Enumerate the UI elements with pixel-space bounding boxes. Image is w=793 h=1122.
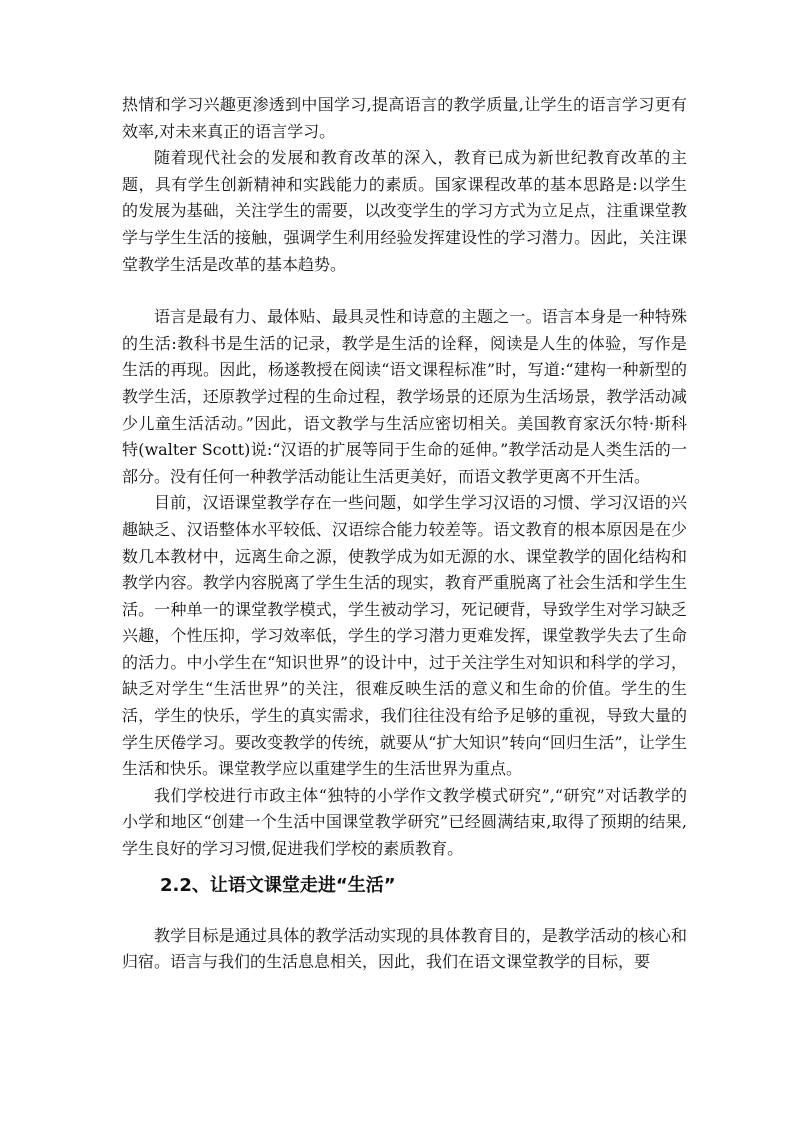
section-heading: 2.2、让语文课堂走进“生活” bbox=[160, 874, 396, 896]
paragraph-school-research: 我们学校进行市政主体“独特的小学作文教学模式研究”,“研究”对话教学的小学和地区“创建一个生活中国课堂教学研究”已经圆满结束,取得了预期的结果,学生良好的学习习惯,促进我们学校的素质教育。 bbox=[122, 785, 687, 859]
paragraph-continued: 热情和学习兴趣更渗透到中国学习,提高语言的教学质量,让学生的语言学习更有效率,对未来真正的语言学习。 bbox=[122, 95, 687, 141]
paragraph-language-life: 语言是最有力、最体贴、最具灵性和诗意的主题之一。语言本身是一种特殊的生活:教科书是生活的记录，教学是生活的诠释，阅读是人生的体验，写作是生活的再现。因此，杨遂教授在阅读“语文课程标准”时，写道:“建构一种新型的教学生活，还原教学过程的生命过程，教学场景的还原为生活场景，教学活动减少儿童生活活动。”因此，语文教学与生活应密切相关。美国教育家沃尔特·斯科特(walter Scott)说:“汉语的扩展等同于生命的延伸。”教学活动是人类生活的一部分。没有任何一种教学活动能让生活更美好，而语文教学更离不开生活。 bbox=[122, 307, 687, 486]
paragraph-spacer bbox=[122, 278, 687, 304]
paragraph-current-problems: 目前，汉语课堂教学存在一些问题，如学生学习汉语的习惯、学习汉语的兴趣缺乏、汉语整体水平较低、汉语综合能力较差等。语文教育的根本原因是在少数几本教材中，远离生命之源，使教学成为如无源的水、课堂教学的固化结构和教学内容。教学内容脱离了学生生活的现实，教育严重脱离了社会生活和学生生活。一种单一的课堂教学模式，学生被动学习，死记硬背，导致学生对学习缺乏兴趣，个性压抑，学习效率低，学生的学习潜力更难发挥，课堂教学失去了生命的活力。中小学生在“知识世界”的设计中，过于关注学生对知识和科学的学习，缺乏对学生“生活世界”的关注，很难反映生活的意义和生命的价值。学生的生活，学生的快乐，学生的真实需求，我们往往没有给予足够的重视，导致大量的学生厌倦学习。要改变教学的传统，就要从“扩大知识”转向“回归生活”，让学生生活和快乐。课堂教学应以重建学生的生活世界为重点。 bbox=[122, 493, 687, 779]
paragraph-teaching-goals: 教学目标是通过具体的教学活动实现的具体教育目的，是教学活动的核心和归宿。语言与我们的生活息息相关，因此，我们在语文课堂教学的目标，要 bbox=[122, 925, 687, 972]
paragraph-reform-trend: 随着现代社会的发展和教育改革的深入，教育已成为新世纪教育改革的主题，具有学生创新精神和实践能力的素质。国家课程改革的基本思路是:以学生的发展为基础，关注学生的需要，以改变学生的学习方式为立足点，注重课堂教学与学生生活的接触，强调学生利用经验发挥建设性的学习潜力。因此，关注课堂教学生活是改革的基本趋势。 bbox=[122, 148, 687, 274]
heading-spacer bbox=[122, 909, 687, 923]
document-page bbox=[122, 92, 687, 976]
